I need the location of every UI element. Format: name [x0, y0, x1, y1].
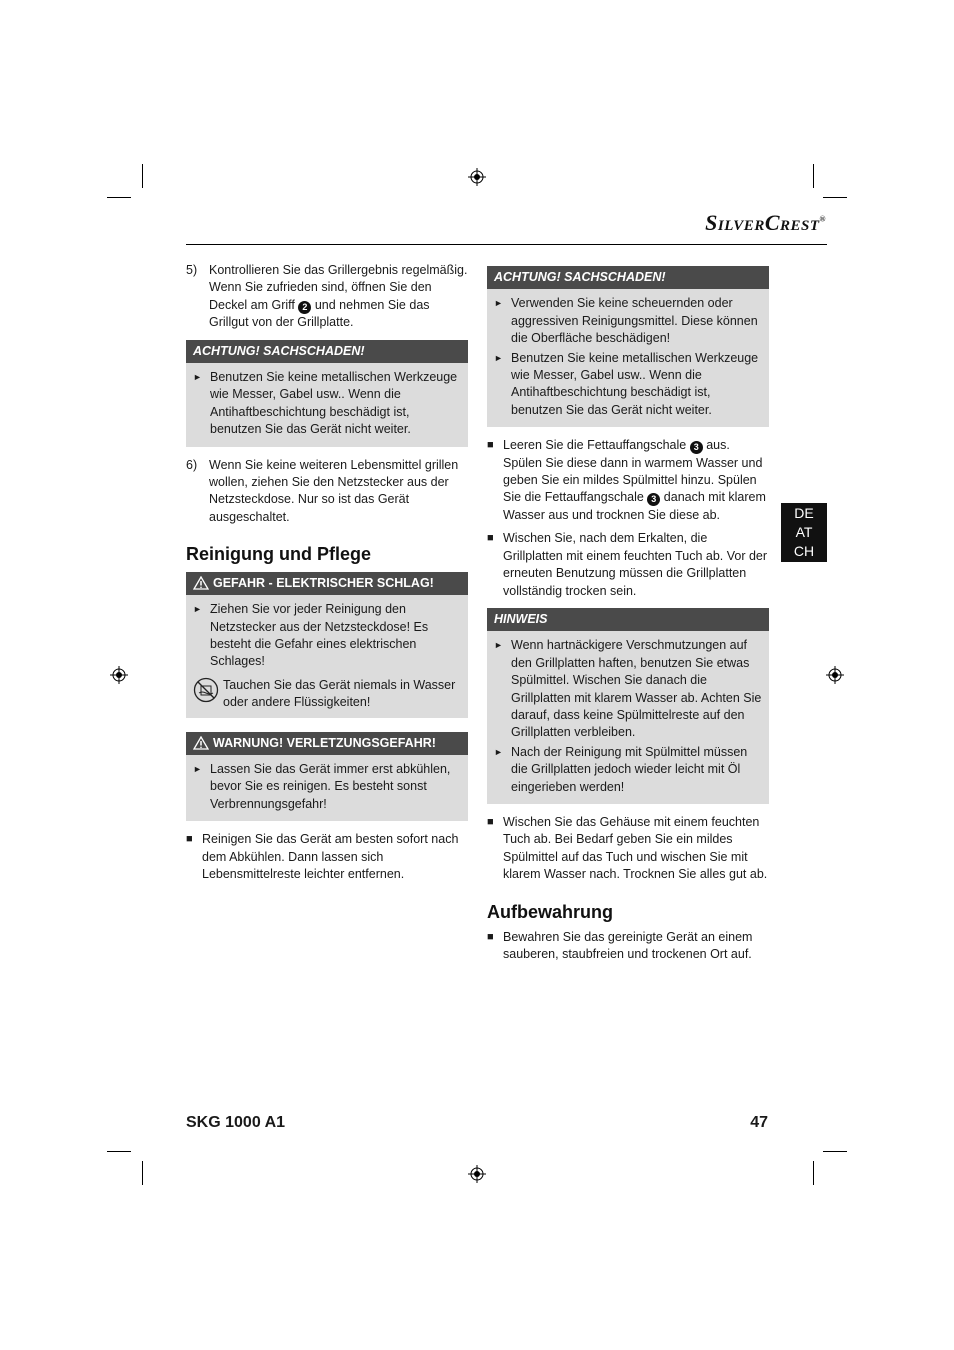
warning-title-bar	[186, 732, 468, 755]
registration-mark-icon	[826, 666, 844, 684]
crop-mark	[107, 1151, 131, 1152]
hint-title: HINWEIS	[487, 608, 769, 631]
list-item-text: Reinigen Sie das Gerät am besten sofort nach dem Abkühlen. Dann lassen sich Lebensmittelreste leichter entfernen.	[202, 832, 459, 881]
list-item-text: Verwenden Sie keine scheuernden oder aggressiven Reinigungsmittel. Diese können die Oberfläche beschädigen!	[511, 296, 758, 346]
crop-mark	[813, 1161, 814, 1185]
list-item	[494, 744, 762, 796]
arrow-bullet-icon: ►	[193, 604, 202, 615]
crop-mark	[142, 1161, 143, 1185]
list-item	[494, 350, 762, 420]
danger-box	[186, 572, 468, 718]
list-item-text: Nach der Reinigung mit Spülmittel müssen die Grillplatten jedoch wieder leicht mit Öl eingerieben werden!	[511, 744, 748, 794]
arrow-bullet-icon: ►	[494, 640, 503, 651]
section-heading: Reinigung und Pflege	[186, 544, 371, 565]
square-bullet-icon: ■	[487, 931, 494, 943]
hint-box	[487, 608, 769, 804]
list-item-text	[503, 437, 769, 524]
list-item-text: Wischen Sie, nach dem Erkalten, die Grillplatten mit einem feuchten Tuch ab. Vor der erneuten Benutzung müssen die Grillplatten vollständig trocken sein.	[503, 531, 768, 598]
step-6	[186, 457, 468, 527]
language-tab	[781, 503, 827, 562]
warning-box	[186, 732, 468, 822]
list-item-text: Ziehen Sie vor jeder Reinigung den Netzstecker aus der Netzsteckdose! Es besteht die Gefahr eines elektrischen Schlages!	[210, 602, 429, 669]
arrow-bullet-icon: ►	[193, 763, 202, 774]
registration-mark-icon	[468, 1165, 486, 1183]
header-rule	[186, 244, 827, 245]
caution-box	[186, 340, 468, 447]
step-text-part: und nehmen Sie das Grillgut von der Grillplatte.	[209, 297, 430, 330]
page-number: 47	[750, 1114, 768, 1131]
caution-box	[487, 266, 769, 427]
list-item	[487, 929, 769, 964]
warning-title: WARNUNG! VERLETZUNGSGEFAHR!	[213, 735, 436, 750]
footer-model: SKG 1000 A1	[186, 1114, 286, 1131]
crop-mark	[823, 1151, 847, 1152]
text-part: aus. Spülen Sie diese dann in warmem Wasser und geben Sie ein mildes Spülmittel hinzu. Spülen Sie die Fettauffangschale	[503, 438, 763, 505]
danger-title-bar	[186, 572, 468, 595]
crop-mark	[142, 164, 143, 188]
list-item-text: Wischen Sie das Gehäuse mit einem feuchten Tuch ab. Bei Bedarf geben Sie ein mildes Spülmittel auf das Tuch und wischen Sie mit klarem Wasser nach. Trocknen Sie alles gut ab.	[503, 814, 768, 882]
crop-mark	[107, 197, 131, 198]
brand-logo-text: SilverCrest	[705, 210, 820, 235]
list-item	[487, 437, 769, 524]
registration-mark-icon	[468, 168, 486, 186]
danger-title: GEFAHR - ELEKTRISCHER SCHLAG!	[213, 575, 434, 590]
warning-triangle-icon	[193, 736, 209, 750]
arrow-bullet-icon: ►	[494, 746, 503, 757]
registered-mark: ®	[819, 214, 826, 224]
list-item-text: Bewahren Sie das gereinigte Gerät an einem sauberen, staubfreien und trockenen Ort auf.	[503, 930, 753, 962]
step-number: 5)	[186, 263, 198, 277]
square-bullet-icon: ■	[487, 532, 494, 545]
list-item-text: Wenn hartnäckigere Verschmutzungen auf den Grillplatten haften, benutzen Sie etwas Spülmittel. Wischen Sie danach die Grillplatten mit klarem Wasser ab. Achten Sie darauf, dass keine Spülmittelreste auf den Grillplatten verbleiben.	[511, 638, 762, 740]
icon-list-item	[193, 677, 461, 712]
list-item	[186, 831, 468, 883]
text-part: danach mit klarem Wasser aus und trocknen Sie diese ab.	[503, 490, 766, 522]
list-item	[193, 369, 461, 439]
crop-mark	[823, 197, 847, 198]
list-item	[193, 761, 461, 813]
part-ref-badge: 2	[298, 301, 311, 314]
list-item	[494, 637, 762, 741]
language-code: CH	[793, 543, 815, 559]
left-column	[186, 262, 468, 889]
brand-logo	[705, 210, 826, 236]
square-bullet-icon: ■	[186, 833, 193, 846]
list-item-text: Tauchen Sie das Gerät niemals in Wasser oder andere Flüssigkeiten!	[223, 677, 456, 710]
crop-mark	[813, 164, 814, 188]
warning-triangle-icon	[193, 576, 209, 590]
list-item-text: Benutzen Sie keine metallischen Werkzeuge wie Messer, Gabel usw.. Wenn die Antihaftbeschichtung beschädigt ist, benutzen Sie das Gerät nicht weiter.	[511, 350, 759, 417]
list-item-text: Benutzen Sie keine metallischen Werkzeuge wie Messer, Gabel usw.. Wenn die Antihaftbeschichtung beschädigt ist, benutzen Sie das Gerät nicht weiter.	[210, 370, 458, 437]
caution-title: ACHTUNG! SACHSCHADEN!	[487, 266, 769, 289]
registration-mark-icon	[110, 666, 128, 684]
part-ref-badge: 3	[690, 441, 703, 454]
language-code: AT	[795, 524, 813, 540]
text-part: Leeren Sie die Fettauffangschale	[503, 438, 690, 453]
right-column	[487, 266, 769, 970]
section-heading: Aufbewahrung	[487, 901, 613, 922]
no-water-immersion-icon	[193, 677, 219, 703]
list-item	[494, 295, 762, 347]
arrow-bullet-icon: ►	[193, 372, 202, 383]
step-5	[186, 262, 468, 332]
square-bullet-icon: ■	[487, 815, 494, 828]
arrow-bullet-icon: ►	[494, 352, 503, 363]
step-text-part: Kontrollieren Sie das Grillergebnis regelmäßig. Wenn Sie zufrieden sind, öffnen Sie den Deckel am Griff	[209, 263, 468, 312]
language-code: DE	[794, 505, 814, 521]
step-number: 6)	[186, 457, 198, 472]
list-item	[487, 530, 769, 600]
step-text: Wenn Sie keine weiteren Lebensmittel grillen wollen, ziehen Sie den Netzstecker aus der Netzsteckdose. Nur so ist das Gerät ausgeschaltet.	[209, 457, 459, 524]
list-item	[193, 601, 461, 671]
list-item-text: Lassen Sie das Gerät immer erst abkühlen, bevor Sie es reinigen. Es besteht sonst Verbrennungsgefahr!	[210, 761, 451, 811]
arrow-bullet-icon: ►	[494, 298, 503, 309]
step-text	[209, 262, 468, 332]
caution-title: ACHTUNG! SACHSCHADEN!	[186, 340, 468, 363]
list-item	[487, 814, 769, 884]
square-bullet-icon: ■	[487, 439, 494, 452]
part-ref-badge: 3	[647, 493, 660, 506]
